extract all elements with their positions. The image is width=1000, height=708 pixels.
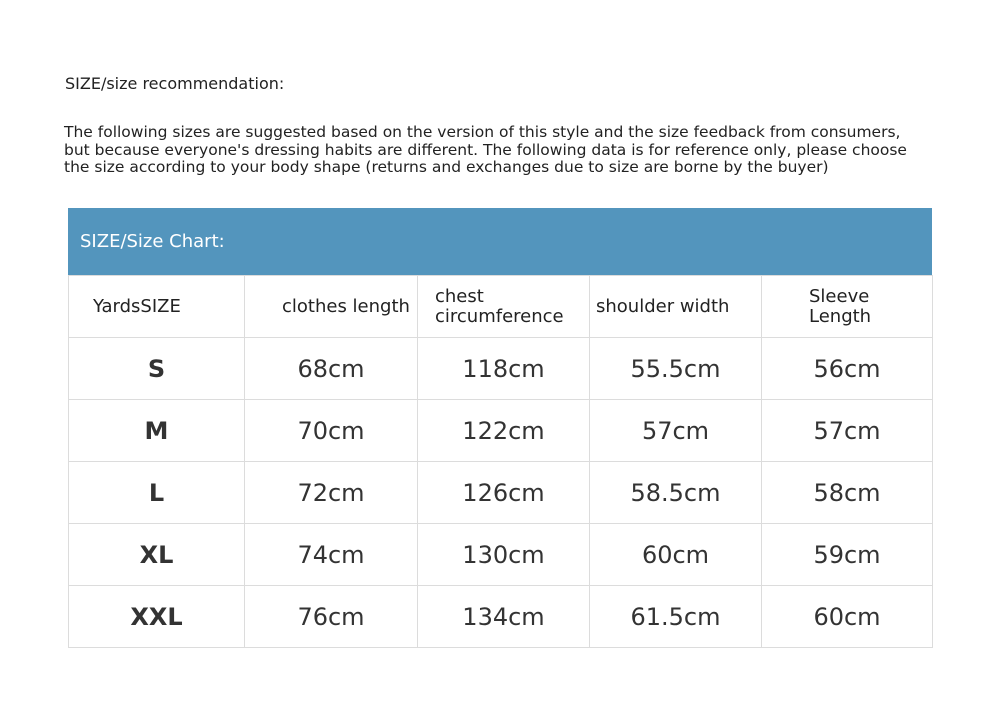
chest-circumference-cell: 130cm: [418, 524, 590, 586]
clothes-length-cell: 70cm: [245, 400, 418, 462]
size-recommendation-heading: SIZE/size recommendation:: [65, 74, 285, 93]
shoulder-width-cell: 58.5cm: [590, 462, 762, 524]
table-row: [69, 524, 933, 586]
shoulder-width-cell: 57cm: [590, 400, 762, 462]
clothes-length-cell: 72cm: [245, 462, 418, 524]
size-chart-title: SIZE/Size Chart:: [68, 208, 932, 275]
sleeve-length-cell: 58cm: [762, 462, 933, 524]
intro-line: The following sizes are suggested based on the version of this style and the size feedback from consumers,: [64, 123, 901, 141]
clothes-length-cell: 76cm: [245, 586, 418, 648]
shoulder-width-cell: 61.5cm: [590, 586, 762, 648]
chest-circumference-cell: 122cm: [418, 400, 590, 462]
size-cell: XXL: [69, 586, 245, 648]
size-cell: XL: [69, 524, 245, 586]
table-header-row: [69, 276, 933, 338]
clothes-length-cell: 74cm: [245, 524, 418, 586]
column-header-sleeve-length: Sleeve Length: [762, 276, 933, 338]
intro-line: the size according to your body shape (returns and exchanges due to size are borne by the buyer): [64, 158, 829, 176]
sleeve-length-cell: 59cm: [762, 524, 933, 586]
clothes-length-cell: 68cm: [245, 338, 418, 400]
table-row: [69, 338, 933, 400]
column-header-chest-circumference: chest circumference: [418, 276, 590, 338]
sleeve-length-cell: 57cm: [762, 400, 933, 462]
size-chart: [68, 208, 932, 647]
column-header-clothes-length: clothes length: [245, 276, 418, 338]
chest-circumference-cell: 134cm: [418, 586, 590, 648]
chest-circumference-cell: 126cm: [418, 462, 590, 524]
shoulder-width-cell: 55.5cm: [590, 338, 762, 400]
shoulder-width-cell: 60cm: [590, 524, 762, 586]
size-cell: M: [69, 400, 245, 462]
table-row: [69, 586, 933, 648]
column-header-shoulder-width: shoulder width: [590, 276, 762, 338]
intro-line: but because everyone's dressing habits are different. The following data is for reference only, please choose: [64, 140, 907, 159]
size-cell: S: [69, 338, 245, 400]
table-row: [69, 400, 933, 462]
sleeve-length-cell: 56cm: [762, 338, 933, 400]
size-intro-text: [64, 124, 944, 177]
chest-circumference-cell: 118cm: [418, 338, 590, 400]
table-row: [69, 462, 933, 524]
sleeve-length-cell: 60cm: [762, 586, 933, 648]
column-header-size: YardsSIZE: [69, 276, 245, 338]
size-cell: L: [69, 462, 245, 524]
size-table: [68, 275, 933, 648]
